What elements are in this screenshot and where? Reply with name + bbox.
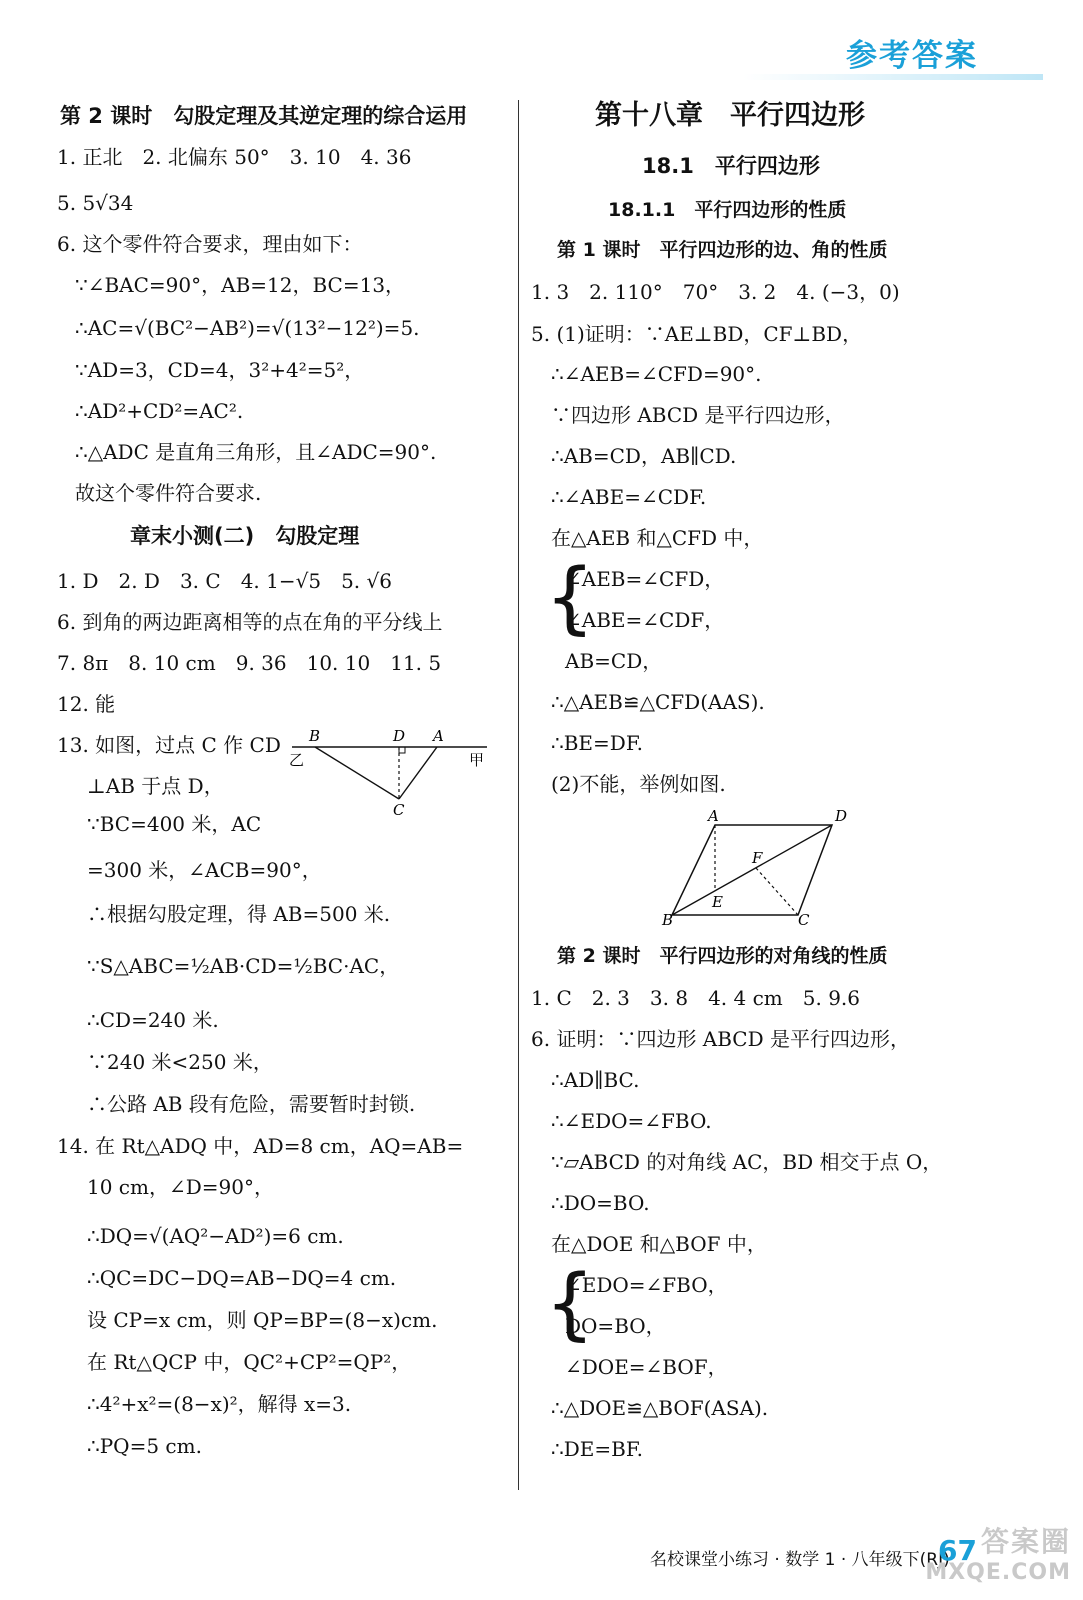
- right-line-8: ∴AB=CD，AB∥CD.: [551, 444, 737, 468]
- right-line-15: ∴BE=DF.: [551, 731, 643, 755]
- left-line-30: ∴4²+x²=(8−x)²，解得 x=3.: [87, 1392, 352, 1416]
- pg-label-e: E: [712, 893, 723, 911]
- right-line-2: 18.1.1 平行四边形的性质: [608, 199, 847, 221]
- parallelogram-figure: [660, 807, 860, 927]
- right-line-13: AB=CD，: [565, 649, 663, 673]
- left-line-2: 5. 5√34: [57, 191, 134, 215]
- right-line-3: 第 1 课时 平行四边形的边、角的性质: [557, 239, 888, 261]
- left-line-31: ∴PQ=5 cm.: [87, 1434, 202, 1458]
- left-line-4: ∵∠BAC=90°，AB=12，BC=13，: [75, 273, 406, 297]
- right-line-27: ∠DOE=∠BOF，: [565, 1355, 728, 1379]
- left-line-15: 13. 如图，过点 C 作 CD: [57, 733, 281, 757]
- left-line-25: 10 cm，∠D=90°，: [87, 1175, 274, 1199]
- label-c: C: [393, 801, 405, 817]
- pg-label-b: B: [662, 911, 674, 927]
- page-number: 67: [938, 1534, 977, 1567]
- left-line-21: ∴CD=240 米.: [87, 1008, 219, 1032]
- left-line-23: ∴公路 AB 段有危险，需要暂时封锁.: [87, 1092, 416, 1116]
- left-line-20: ∵S△ABC=½AB·CD=½BC·AC，: [87, 954, 400, 978]
- label-d: D: [393, 727, 406, 745]
- left-line-13: 7. 8π 8. 10 cm 9. 36 10. 10 11. 5: [57, 651, 442, 675]
- right-line-23: ∴DO=BO.: [551, 1191, 650, 1215]
- left-line-3: 6. 这个零件符合要求，理由如下：: [57, 232, 363, 256]
- brace-1: {: [545, 553, 595, 643]
- pg-label-d: D: [835, 807, 848, 825]
- right-line-5: 5. (1)证明：∵AE⊥BD，CF⊥BD，: [531, 322, 863, 346]
- left-line-9: 故这个零件符合要求.: [75, 481, 262, 505]
- right-line-17: 第 2 课时 平行四边形的对角线的性质: [557, 945, 888, 967]
- label-a: A: [433, 727, 444, 745]
- label-b: B: [309, 727, 321, 745]
- right-line-22: ∵▱ABCD 的对角线 AC，BD 相交于点 O，: [551, 1150, 943, 1174]
- left-line-28: 设 CP=x cm，则 QP=BP=(8−x)cm.: [87, 1308, 438, 1332]
- left-line-24: 14. 在 Rt△ADQ 中，AD=8 cm，AQ=AB=: [57, 1134, 464, 1158]
- footer-text: 名校课堂小练习 · 数学 1 · 八年级下(RJ): [650, 1550, 950, 1570]
- right-line-20: ∴AD∥BC.: [551, 1068, 640, 1092]
- watermark-line1: 答案圈: [980, 1525, 1071, 1558]
- right-line-25: ∠EDO=∠FBO，: [565, 1273, 728, 1297]
- right-line-21: ∴∠EDO=∠FBO.: [551, 1109, 712, 1133]
- left-line-7: ∴AD²+CD²=AC².: [75, 399, 244, 423]
- right-line-19: 6. 证明：∵四边形 ABCD 是平行四边形，: [531, 1027, 911, 1051]
- right-line-7: ∵四边形 ABCD 是平行四边形，: [551, 403, 845, 427]
- right-line-4: 1. 3 2. 110° 70° 3. 2 4. (−3，0): [531, 280, 900, 304]
- right-line-29: ∴DE=BF.: [551, 1437, 643, 1461]
- left-line-1: 1. 正北 2. 北偏东 50° 3. 10 4. 36: [57, 145, 412, 169]
- column-divider: [518, 100, 519, 1490]
- left-line-5: ∴AC=√(BC²−AB²)=√(13²−12²)=5.: [75, 316, 420, 340]
- left-line-10: 章末小测(二) 勾股定理: [130, 524, 360, 548]
- watermark: [925, 1520, 1071, 1585]
- right-line-24: 在△DOE 和△BOF 中，: [551, 1232, 767, 1256]
- watermark-line2: MXQE.COM: [925, 1560, 1071, 1585]
- right-line-26: DO=BO，: [565, 1314, 666, 1338]
- left-line-16: ⊥AB 于点 D，: [87, 774, 224, 798]
- right-line-18: 1. C 2. 3 3. 8 4. 4 cm 5. 9.6: [531, 986, 861, 1010]
- road-triangle-figure: [287, 727, 512, 817]
- right-line-28: ∴△DOE≌△BOF(ASA).: [551, 1396, 769, 1420]
- right-line-16: (2)不能，举例如图.: [551, 772, 726, 796]
- left-line-27: ∴QC=DC−DQ=AB−DQ=4 cm.: [87, 1266, 397, 1290]
- right-line-11: ∠AEB=∠CFD，: [565, 567, 725, 591]
- right-line-14: ∴△AEB≌△CFD(AAS).: [551, 690, 765, 714]
- left-line-6: ∵AD=3，CD=4，3²+4²=5²，: [75, 358, 365, 382]
- left-line-11: 1. D 2. D 3. C 4. 1−√5 5. √6: [57, 569, 392, 593]
- left-line-17: ∵BC=400 米，AC: [87, 812, 262, 836]
- label-yi: 乙: [289, 751, 305, 769]
- pg-label-f: F: [752, 849, 763, 867]
- header-tag: 参考答案: [846, 38, 978, 74]
- pg-label-a: A: [708, 807, 719, 825]
- header-bar: [743, 74, 1043, 80]
- brace-2: {: [545, 1259, 595, 1349]
- left-line-14: 12. 能: [57, 692, 116, 716]
- right-line-0: 第十八章 平行四边形: [595, 100, 865, 131]
- right-line-10: 在△AEB 和△CFD 中，: [551, 526, 764, 550]
- label-jia: 甲: [469, 751, 485, 769]
- left-line-26: ∴DQ=√(AQ²−AD²)=6 cm.: [87, 1224, 344, 1248]
- left-line-22: ∵240 米<250 米，: [87, 1050, 273, 1074]
- right-line-12: ∠ABE=∠CDF，: [565, 608, 725, 632]
- left-line-0: 第 2 课时 勾股定理及其逆定理的综合运用: [60, 104, 468, 128]
- pg-label-c: C: [798, 911, 810, 927]
- left-line-29: 在 Rt△QCP 中，QC²+CP²=QP²，: [87, 1350, 412, 1374]
- left-line-18: =300 米，∠ACB=90°，: [87, 858, 322, 882]
- right-line-6: ∴∠AEB=∠CFD=90°.: [551, 362, 762, 386]
- right-line-9: ∴∠ABE=∠CDF.: [551, 485, 707, 509]
- left-line-19: ∴根据勾股定理，得 AB=500 米.: [87, 902, 391, 926]
- right-line-1: 18.1 平行四边形: [642, 154, 820, 178]
- left-line-12: 6. 到角的两边距离相等的点在角的平分线上: [57, 610, 443, 634]
- left-line-8: ∴△ADC 是直角三角形，且∠ADC=90°.: [75, 440, 437, 464]
